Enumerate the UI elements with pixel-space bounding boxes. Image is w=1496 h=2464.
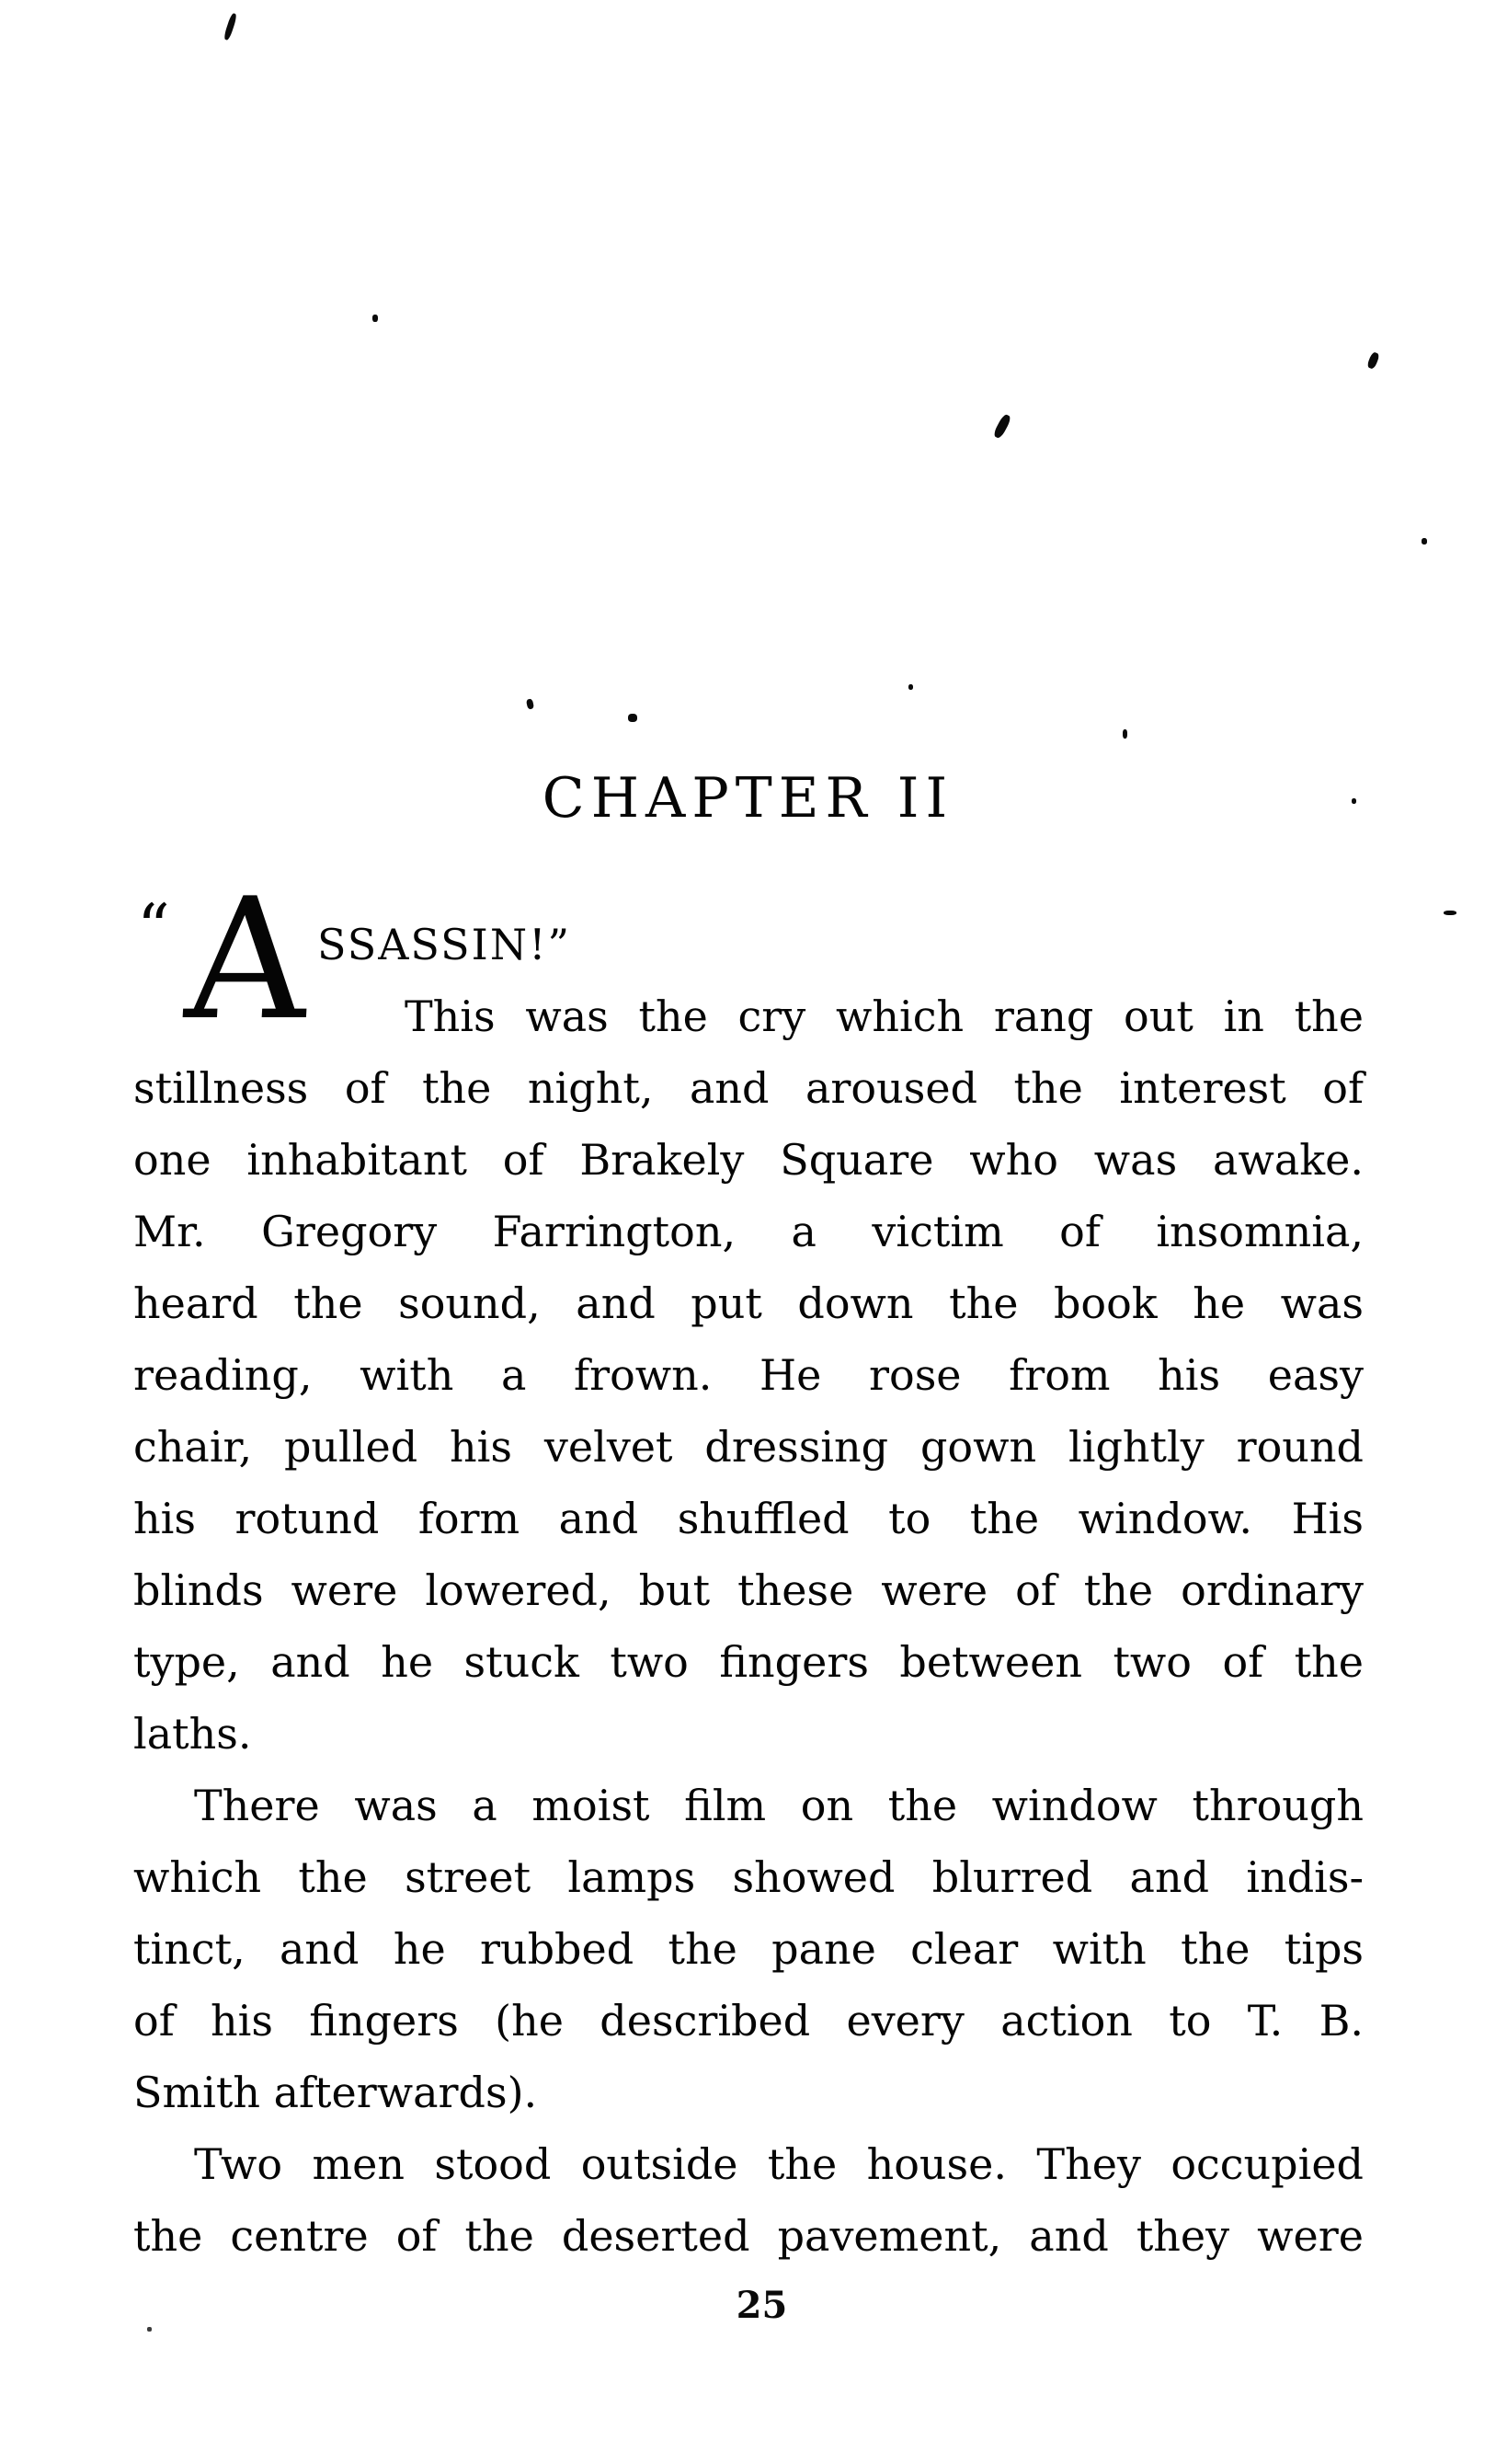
text-line: reading, with a frown. He rose from his easy: [133, 1350, 1364, 1400]
ink-speck: [992, 413, 1012, 440]
text-line: Mr. Gregory Farrington, a victim of insomnia,: [133, 1207, 1364, 1256]
text-line: stillness of the night, and aroused the interest of: [133, 1063, 1364, 1113]
text-block: [133, 862, 1364, 2272]
chapter-heading: CHAPTER II: [542, 766, 954, 831]
text-line: his rotund form and shuffled to the window. His: [133, 1494, 1364, 1543]
text-line: chair, pulled his velvet dressing gown lightly round: [133, 1422, 1364, 1472]
text-line: There was a moist film on the window through: [194, 1781, 1364, 1830]
text-line: the centre of the deserted pavement, and they were: [133, 2211, 1364, 2261]
text-line: Two men stood outside the house. They occupied: [194, 2139, 1364, 2189]
dropcap-letter: A: [181, 862, 313, 1057]
ink-speck: [1366, 351, 1380, 370]
ink-speck: [372, 315, 378, 322]
text-line: SSASSIN!”: [317, 920, 572, 969]
text-line: one inhabitant of Brakely Square who was awake.: [133, 1135, 1364, 1185]
ink-speck: [526, 698, 534, 709]
text-line: blinds were lowered, but these were of the ordinary: [133, 1565, 1364, 1615]
text-line: heard the sound, and put down the book he was: [133, 1278, 1364, 1328]
ink-speck: [1123, 729, 1127, 739]
ink-speck: [908, 684, 913, 690]
text-line: This was the cry which rang out in the: [405, 991, 1364, 1041]
ink-speck: [628, 714, 637, 722]
text-line: type, and he stuck two fingers between two of the: [133, 1637, 1364, 1687]
text-line: of his fingers (he described every action to T. B.: [133, 1996, 1364, 2046]
ink-speck: [1422, 538, 1427, 544]
ink-speck: [147, 2327, 152, 2332]
text-line: tinct, and he rubbed the pane clear with the tips: [133, 1924, 1364, 1974]
dropcap-open-quote: “: [137, 890, 166, 966]
text-line: Smith afterwards).: [133, 2068, 538, 2117]
text-lines: [133, 909, 1364, 2272]
text-line: laths.: [133, 1709, 252, 1759]
page-number: 25: [736, 2284, 788, 2327]
text-line: which the street lamps showed blurred and indis-: [133, 1852, 1364, 1902]
ink-speck: [223, 13, 238, 41]
ink-speck: [1444, 911, 1456, 915]
